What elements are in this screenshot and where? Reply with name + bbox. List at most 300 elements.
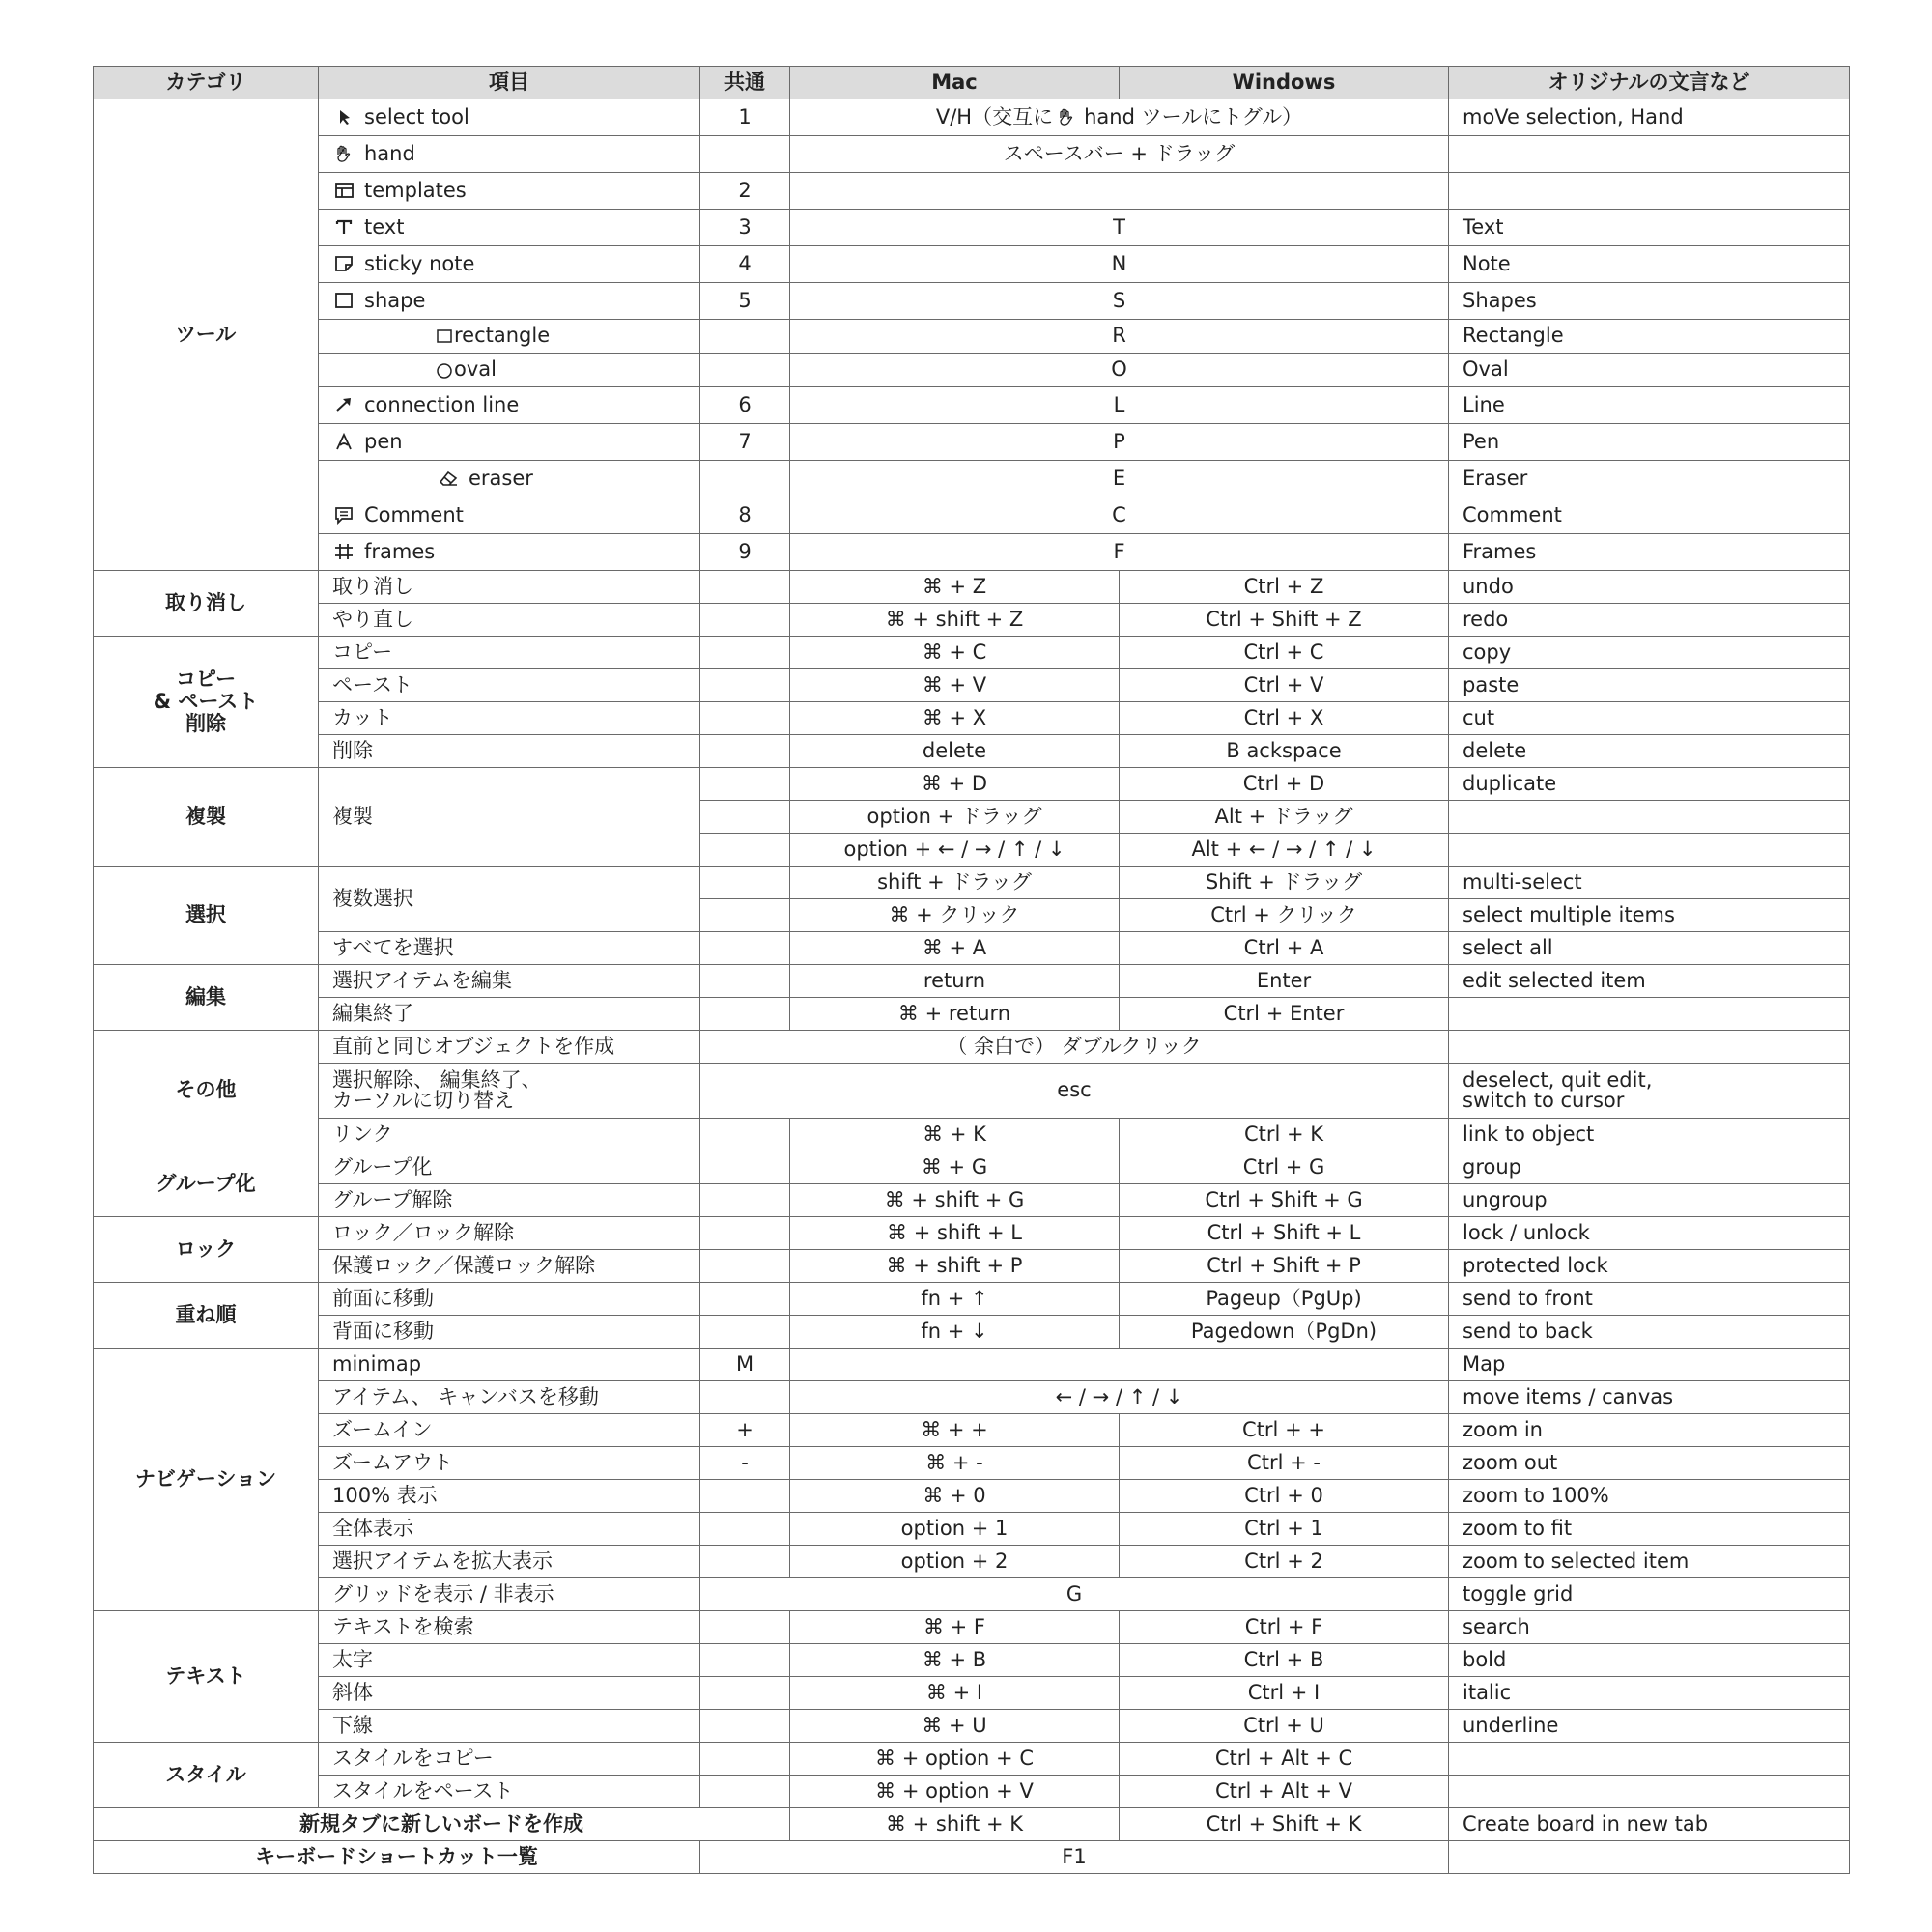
common-key: 4 <box>700 246 790 283</box>
windows-key: Ctrl + Alt + C <box>1120 1743 1449 1776</box>
original-text: redo <box>1449 604 1850 637</box>
item-eraser <box>319 461 700 497</box>
item-label: 編集終了 <box>319 998 700 1031</box>
item-label: カット <box>319 702 700 735</box>
common-key <box>700 1513 790 1546</box>
original-text <box>1449 801 1850 834</box>
table-row <box>94 1151 1850 1184</box>
original-text <box>1449 1031 1850 1064</box>
shared-key-text: V/H（交互に <box>935 104 1054 128</box>
table-row <box>94 998 1850 1031</box>
original-text: Text <box>1449 210 1850 246</box>
original-text: link to object <box>1449 1119 1850 1151</box>
common-key <box>700 1644 790 1677</box>
shared-key: T <box>790 210 1449 246</box>
mac-key: option + ← / → / ↑ / ↓ <box>790 834 1120 867</box>
mac-key: ⌘ + D <box>790 768 1120 801</box>
windows-key: Pageup（PgUp) <box>1120 1283 1449 1316</box>
original-text: copy <box>1449 637 1850 669</box>
original-text: search <box>1449 1611 1850 1644</box>
item-line: カーソルに切り替え <box>332 1089 515 1112</box>
table-row <box>94 1644 1850 1677</box>
table-row <box>94 387 1850 424</box>
category-tools: ツール <box>94 99 319 571</box>
item-line: 選択解除、 編集終了、 <box>332 1068 542 1092</box>
windows-key: Ctrl + クリック <box>1120 899 1449 932</box>
windows-key: Ctrl + Enter <box>1120 998 1449 1031</box>
item-label: テキストを検索 <box>319 1611 700 1644</box>
shortcut-table <box>93 66 1850 1874</box>
original-text <box>1449 1841 1850 1874</box>
common-key <box>700 834 790 867</box>
shared-key: （ 余白で） ダブルクリック <box>700 1031 1449 1064</box>
mac-key: ⌘ + C <box>790 637 1120 669</box>
table-row <box>94 735 1850 768</box>
arrow-line-icon <box>332 395 355 414</box>
category-duplicate: 複製 <box>94 768 319 867</box>
category-copy-paste <box>94 637 319 768</box>
original-text: group <box>1449 1151 1850 1184</box>
table-row <box>94 1316 1850 1349</box>
table-row <box>94 1349 1850 1381</box>
common-key <box>700 1677 790 1710</box>
original-text <box>1449 1776 1850 1808</box>
mac-key: fn + ↑ <box>790 1283 1120 1316</box>
table-row <box>94 1841 1850 1874</box>
item-label: eraser <box>469 466 533 490</box>
original-text <box>1449 1743 1850 1776</box>
common-key: 6 <box>700 387 790 424</box>
table-row <box>94 354 1850 387</box>
eraser-icon <box>437 469 460 488</box>
table-row <box>94 965 1850 998</box>
item-label: コピー <box>319 637 700 669</box>
common-key: 8 <box>700 497 790 534</box>
common-key <box>700 899 790 932</box>
original-text <box>1449 173 1850 210</box>
windows-key: Ctrl + Shift + Z <box>1120 604 1449 637</box>
table-row <box>94 1677 1850 1710</box>
table-row <box>94 1447 1850 1480</box>
item-label: 複数選択 <box>319 867 700 932</box>
common-key <box>700 1710 790 1743</box>
item-label: スタイルをペースト <box>319 1776 700 1808</box>
shared-key: G <box>700 1578 1449 1611</box>
circle-icon <box>433 359 452 379</box>
common-key: - <box>700 1447 790 1480</box>
category-group: グループ化 <box>94 1151 319 1217</box>
table-row <box>94 534 1850 571</box>
windows-key: Ctrl + U <box>1120 1710 1449 1743</box>
windows-key: Alt + ← / → / ↑ / ↓ <box>1120 834 1449 867</box>
item-label: ロック／ロック解除 <box>319 1217 700 1250</box>
table-row <box>94 1611 1850 1644</box>
common-key <box>700 637 790 669</box>
item-label: text <box>364 214 405 239</box>
shared-key: O <box>790 354 1449 387</box>
mac-key: ⌘ + return <box>790 998 1120 1031</box>
windows-key: Ctrl + 1 <box>1120 1513 1449 1546</box>
common-key <box>700 604 790 637</box>
common-key <box>700 1283 790 1316</box>
table-row <box>94 1743 1850 1776</box>
mac-key: ⌘ + I <box>790 1677 1120 1710</box>
item-label: アイテム、 キャンバスを移動 <box>319 1381 700 1414</box>
item-connection-line <box>319 387 700 424</box>
table-row <box>94 604 1850 637</box>
windows-key: Shift + ドラッグ <box>1120 867 1449 899</box>
common-key <box>700 768 790 801</box>
mac-key: ⌘ + A <box>790 932 1120 965</box>
original-text: Map <box>1449 1349 1850 1381</box>
original-text: toggle grid <box>1449 1578 1850 1611</box>
table-row <box>94 461 1850 497</box>
item-text <box>319 210 700 246</box>
mac-key: ⌘ + Z <box>790 571 1120 604</box>
item-label: 斜体 <box>319 1677 700 1710</box>
category-select: 選択 <box>94 867 319 965</box>
mac-key: ⌘ + shift + P <box>790 1250 1120 1283</box>
windows-key: Ctrl + I <box>1120 1677 1449 1710</box>
windows-key: Alt + ドラッグ <box>1120 801 1449 834</box>
table-row <box>94 637 1850 669</box>
original-text: move items / canvas <box>1449 1381 1850 1414</box>
table-row <box>94 210 1850 246</box>
original-text: paste <box>1449 669 1850 702</box>
item-label: 選択アイテムを編集 <box>319 965 700 998</box>
shared-key: R <box>790 320 1449 354</box>
item-label: グループ化 <box>319 1151 700 1184</box>
original-text: duplicate <box>1449 768 1850 801</box>
shared-key: F1 <box>700 1841 1449 1874</box>
mac-key: return <box>790 965 1120 998</box>
item-label: minimap <box>319 1349 700 1381</box>
shared-key <box>790 99 1449 136</box>
shared-key: F <box>790 534 1449 571</box>
item-label: リンク <box>319 1119 700 1151</box>
mac-key: ⌘ + option + C <box>790 1743 1120 1776</box>
mac-key: option + 1 <box>790 1513 1120 1546</box>
item-label: 削除 <box>319 735 700 768</box>
mac-key: ⌘ + U <box>790 1710 1120 1743</box>
item-label: 全体表示 <box>319 1513 700 1546</box>
category-navigation: ナビゲーション <box>94 1349 319 1611</box>
item-label: rectangle <box>454 324 551 348</box>
original-text: Line <box>1449 387 1850 424</box>
item-label: 100% 表示 <box>319 1480 700 1513</box>
common-key: + <box>700 1414 790 1447</box>
item-templates <box>319 173 700 210</box>
mac-key: delete <box>790 735 1120 768</box>
common-key <box>700 1480 790 1513</box>
mac-key: ⌘ + shift + Z <box>790 604 1120 637</box>
shared-key: esc <box>700 1064 1449 1119</box>
item-select-tool <box>319 99 700 136</box>
shared-key: ← / → / ↑ / ↓ <box>790 1381 1449 1414</box>
table-row <box>94 136 1850 173</box>
item-label: 直前と同じオブジェクトを作成 <box>319 1031 700 1064</box>
header-item: 項目 <box>319 67 700 99</box>
sticky-note-icon <box>332 254 355 273</box>
windows-key: Ctrl + F <box>1120 1611 1449 1644</box>
common-key <box>700 801 790 834</box>
shared-key <box>790 173 1449 210</box>
item-rectangle <box>319 320 700 354</box>
original-text: Pen <box>1449 424 1850 461</box>
common-key <box>700 1184 790 1217</box>
windows-key: Ctrl + Shift + G <box>1120 1184 1449 1217</box>
windows-key: Ctrl + D <box>1120 768 1449 801</box>
common-key: 7 <box>700 424 790 461</box>
mac-key: ⌘ + - <box>790 1447 1120 1480</box>
table-row <box>94 768 1850 801</box>
category-other: その他 <box>94 1031 319 1151</box>
common-key <box>700 320 790 354</box>
original-text: moVe selection, Hand <box>1449 99 1850 136</box>
item-label: やり直し <box>319 604 700 637</box>
table-row <box>94 1031 1850 1064</box>
original-text: Note <box>1449 246 1850 283</box>
original-text: cut <box>1449 702 1850 735</box>
mac-key: ⌘ + 0 <box>790 1480 1120 1513</box>
original-text: zoom out <box>1449 1447 1850 1480</box>
shared-key: スペースバー + ドラッグ <box>790 136 1449 173</box>
item-label: hand <box>364 141 415 165</box>
item-label: pen <box>364 429 403 453</box>
table-row <box>94 932 1850 965</box>
original-text: zoom to fit <box>1449 1513 1850 1546</box>
common-key: M <box>700 1349 790 1381</box>
original-text <box>1449 136 1850 173</box>
item-label: ズームアウト <box>319 1447 700 1480</box>
original-text: Shapes <box>1449 283 1850 320</box>
original-text: protected lock <box>1449 1250 1850 1283</box>
hand-icon <box>1055 107 1078 127</box>
windows-key: Ctrl + A <box>1120 932 1449 965</box>
mac-key: ⌘ + X <box>790 702 1120 735</box>
mac-key: ⌘ + + <box>790 1414 1120 1447</box>
table-row <box>94 424 1850 461</box>
square-icon <box>332 291 355 310</box>
category-undo: 取り消し <box>94 571 319 637</box>
header-category: カテゴリ <box>94 67 319 99</box>
item-shape <box>319 283 700 320</box>
table-row <box>94 1119 1850 1151</box>
windows-key: Ctrl + - <box>1120 1447 1449 1480</box>
shared-key: S <box>790 283 1449 320</box>
common-key <box>700 1546 790 1578</box>
common-key <box>700 136 790 173</box>
original-text: Eraser <box>1449 461 1850 497</box>
original-text: zoom to selected item <box>1449 1546 1850 1578</box>
item-comment <box>319 497 700 534</box>
item-label: 太字 <box>319 1644 700 1677</box>
frame-icon <box>332 542 355 561</box>
category-edit: 編集 <box>94 965 319 1031</box>
original-text: zoom to 100% <box>1449 1480 1850 1513</box>
table-row <box>94 1513 1850 1546</box>
common-key <box>700 669 790 702</box>
mac-key: option + 2 <box>790 1546 1120 1578</box>
windows-key: Ctrl + 0 <box>1120 1480 1449 1513</box>
table-row <box>94 1710 1850 1743</box>
mac-key: ⌘ + shift + G <box>790 1184 1120 1217</box>
table-row <box>94 1578 1850 1611</box>
item-label: select tool <box>364 104 469 128</box>
original-line: switch to cursor <box>1463 1089 1625 1112</box>
table-row <box>94 1414 1850 1447</box>
original-text: send to back <box>1449 1316 1850 1349</box>
mac-key: fn + ↓ <box>790 1316 1120 1349</box>
mac-key: ⌘ + shift + K <box>790 1808 1120 1841</box>
item-label: 下線 <box>319 1710 700 1743</box>
text-t-icon <box>332 217 355 237</box>
table-row <box>94 571 1850 604</box>
original-text: ungroup <box>1449 1184 1850 1217</box>
table-row <box>94 867 1850 899</box>
common-key <box>700 354 790 387</box>
table-row <box>94 1381 1850 1414</box>
common-key <box>700 702 790 735</box>
table-row <box>94 99 1850 136</box>
mac-key: ⌘ + V <box>790 669 1120 702</box>
item-label: グリッドを表示 / 非表示 <box>319 1578 700 1611</box>
original-text: underline <box>1449 1710 1850 1743</box>
item-label: Comment <box>364 502 464 526</box>
mac-key: ⌘ + F <box>790 1611 1120 1644</box>
item-label: 背面に移動 <box>319 1316 700 1349</box>
windows-key: Ctrl + V <box>1120 669 1449 702</box>
category-text: テキスト <box>94 1611 319 1743</box>
category-style: スタイル <box>94 1743 319 1808</box>
pen-icon <box>332 432 355 451</box>
windows-key: Ctrl + B <box>1120 1644 1449 1677</box>
original-text: delete <box>1449 735 1850 768</box>
windows-key: Ctrl + Shift + K <box>1120 1808 1449 1841</box>
windows-key: Ctrl + Z <box>1120 571 1449 604</box>
table-row <box>94 669 1850 702</box>
common-key <box>700 998 790 1031</box>
item-label: 複製 <box>319 768 700 867</box>
original-text <box>1449 1064 1850 1119</box>
common-key <box>700 571 790 604</box>
original-text: Rectangle <box>1449 320 1850 354</box>
table-row <box>94 1776 1850 1808</box>
common-key: 3 <box>700 210 790 246</box>
mac-key: shift + ドラッグ <box>790 867 1120 899</box>
common-key <box>700 1776 790 1808</box>
table-row <box>94 1217 1850 1250</box>
category-lock: ロック <box>94 1217 319 1283</box>
common-key <box>700 1119 790 1151</box>
table-row <box>94 1250 1850 1283</box>
small-square-icon <box>433 326 452 345</box>
shared-key-text-tail: hand ツールにトグル） <box>1084 104 1303 128</box>
original-text: select all <box>1449 932 1850 965</box>
shared-key: N <box>790 246 1449 283</box>
original-text: italic <box>1449 1677 1850 1710</box>
windows-key: B ackspace <box>1120 735 1449 768</box>
original-text <box>1449 834 1850 867</box>
common-key: 2 <box>700 173 790 210</box>
common-key <box>700 1316 790 1349</box>
original-text: select multiple items <box>1449 899 1850 932</box>
common-key <box>700 1151 790 1184</box>
mac-key: option + ドラッグ <box>790 801 1120 834</box>
windows-key: Ctrl + Shift + L <box>1120 1217 1449 1250</box>
item-label: すべてを選択 <box>319 932 700 965</box>
shared-key: L <box>790 387 1449 424</box>
original-text: bold <box>1449 1644 1850 1677</box>
windows-key: Ctrl + 2 <box>1120 1546 1449 1578</box>
item-label: frames <box>364 539 436 563</box>
table-row <box>94 1480 1850 1513</box>
mac-key: ⌘ + クリック <box>790 899 1120 932</box>
table-row <box>94 1064 1850 1119</box>
windows-key: Ctrl + C <box>1120 637 1449 669</box>
common-key <box>700 867 790 899</box>
table-row <box>94 320 1850 354</box>
category-line: 削除 <box>185 712 226 736</box>
original-line: deselect, quit edit, <box>1463 1068 1653 1092</box>
shared-key: C <box>790 497 1449 534</box>
table-row <box>94 1546 1850 1578</box>
windows-key: Ctrl + + <box>1120 1414 1449 1447</box>
item-label <box>319 1064 700 1119</box>
table-row <box>94 1808 1850 1841</box>
original-text: Oval <box>1449 354 1850 387</box>
original-text: multi-select <box>1449 867 1850 899</box>
common-key <box>700 1381 790 1414</box>
template-icon <box>332 181 355 200</box>
mac-key: ⌘ + K <box>790 1119 1120 1151</box>
original-text: undo <box>1449 571 1850 604</box>
common-key <box>700 461 790 497</box>
windows-key: Ctrl + Shift + P <box>1120 1250 1449 1283</box>
windows-key: Enter <box>1120 965 1449 998</box>
item-label: ペースト <box>319 669 700 702</box>
item-label: sticky note <box>364 251 475 275</box>
item-label: templates <box>364 178 467 202</box>
item-label: 選択アイテムを拡大表示 <box>319 1546 700 1578</box>
item-oval <box>319 354 700 387</box>
shared-key: P <box>790 424 1449 461</box>
header-row <box>94 67 1850 99</box>
item-label: 保護ロック／保護ロック解除 <box>319 1250 700 1283</box>
item-label: connection line <box>364 392 520 416</box>
item-sticky-note <box>319 246 700 283</box>
header-common: 共通 <box>700 67 790 99</box>
mac-key: ⌘ + shift + L <box>790 1217 1120 1250</box>
cursor-arrow-icon <box>332 107 355 127</box>
new-board-label: 新規タブに新しいボードを作成 <box>94 1808 790 1841</box>
item-frames <box>319 534 700 571</box>
original-text: Frames <box>1449 534 1850 571</box>
header-original: オリジナルの文言など <box>1449 67 1850 99</box>
windows-key: Ctrl + G <box>1120 1151 1449 1184</box>
item-label: グループ解除 <box>319 1184 700 1217</box>
common-key: 9 <box>700 534 790 571</box>
windows-key: Pagedown（PgDn) <box>1120 1316 1449 1349</box>
windows-key: Ctrl + X <box>1120 702 1449 735</box>
original-text: lock / unlock <box>1449 1217 1850 1250</box>
common-key: 1 <box>700 99 790 136</box>
table-row <box>94 283 1850 320</box>
common-key <box>700 965 790 998</box>
table-row <box>94 1184 1850 1217</box>
item-label: ズームイン <box>319 1414 700 1447</box>
shortcut-list-label: キーボードショートカット一覧 <box>94 1841 700 1874</box>
